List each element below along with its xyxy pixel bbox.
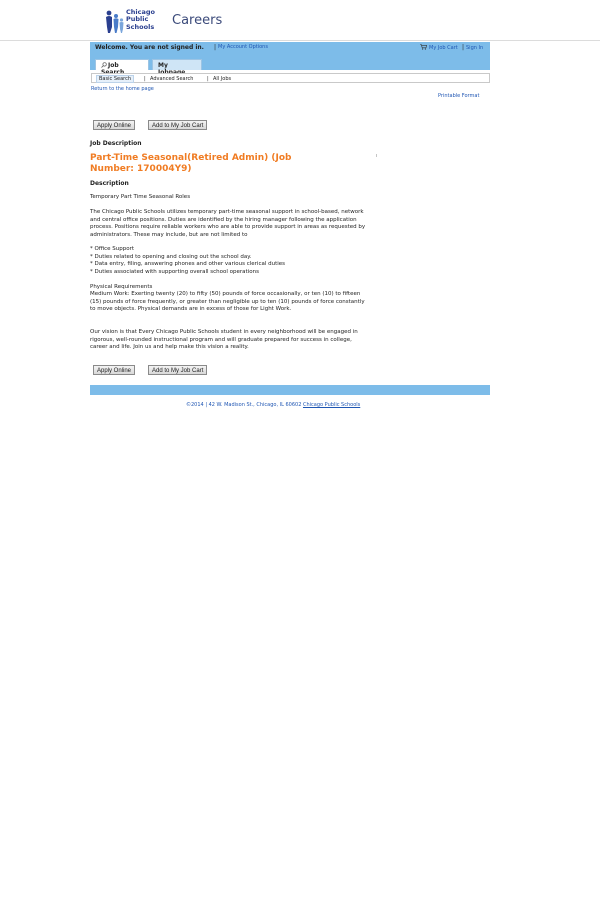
tab-label: My	[158, 62, 168, 69]
job-description-heading: Job Description	[90, 140, 142, 147]
add-to-cart-button[interactable]: Add to My Job Cart	[148, 365, 207, 375]
family-silhouette-icon	[104, 7, 126, 34]
list-item: * Duties associated with supporting overall school operations	[90, 268, 259, 275]
printable-format-link[interactable]: Printable Format	[438, 93, 480, 99]
job-title: Part-Time Seasonal(Retired Admin) (Job Number: 170004Y9)	[90, 153, 292, 174]
divider: |	[462, 44, 465, 51]
top-nav-bar	[90, 42, 490, 70]
welcome-text: Welcome. You are not signed in.	[95, 44, 204, 51]
footer-cps-link[interactable]: Chicago Public Schools	[302, 402, 361, 408]
tab-label: Job	[108, 62, 119, 69]
divider: |	[144, 76, 146, 82]
job-cart-link[interactable]: My Job Cart	[429, 45, 458, 51]
sign-in-link[interactable]: Sign In	[466, 45, 484, 51]
logo-text: Chicago Public Schools	[126, 8, 155, 31]
subnav-all-jobs[interactable]: All Jobs	[213, 76, 232, 82]
description-heading: Description	[90, 180, 129, 187]
page-title: Careers	[172, 13, 223, 28]
tab-job-search[interactable]	[95, 59, 149, 70]
return-home-link[interactable]: Return to the home page	[91, 86, 154, 92]
search-subnav	[91, 73, 490, 83]
add-to-cart-button[interactable]: Add to My Job Cart	[148, 120, 207, 130]
tab-my-jobpage[interactable]	[152, 59, 202, 70]
apply-online-button[interactable]: Apply Online	[93, 120, 135, 130]
list-item: * Duties related to opening and closing out the school day.	[90, 253, 252, 260]
duties-list	[90, 246, 370, 276]
apply-online-button[interactable]: Apply Online	[93, 365, 135, 375]
physical-requirements-text: Medium Work: Exerting twenty (20) to fifty (50) pounds of force occasionally, or ten (10) to fifteen (15) pounds of force frequently, or greater than negligible up to ten (10) pounds of force constantly to move objects. Physical demands are in excess of those for Light Work.	[90, 291, 365, 312]
cps-logo[interactable]	[104, 7, 160, 34]
description-intro: The Chicago Public Schools utilizes temporary part-time seasonal support in school-based, network and central office positions. Duties are identified by the hiring manager following the application process. Positions require reliable workers who are able to provide support in areas as requested by administrators. These may include, but are not limited to	[90, 209, 366, 238]
footer-address: ©2014 | 42 W. Madison St., Chicago, IL 60602	[186, 402, 302, 408]
divider: |	[207, 76, 209, 82]
footer	[186, 402, 360, 408]
subnav-basic-search[interactable]: Basic Search	[96, 75, 134, 83]
physical-requirements-heading: Physical Requirements	[90, 284, 153, 290]
list-item: * Data entry, filing, answering phones and other various clerical duties	[90, 261, 286, 267]
divider	[376, 154, 377, 157]
list-item: * Office Support	[90, 246, 135, 252]
subnav-advanced-search[interactable]: Advanced Search	[150, 76, 194, 82]
page-header	[0, 0, 600, 41]
divider: |	[214, 44, 217, 51]
account-options-link[interactable]: My Account Options	[218, 44, 268, 50]
role-line: Temporary Part Time Seasonal Roles	[90, 194, 191, 200]
vision-statement: Our vision is that Every Chicago Public Schools student in every neighborhood will be engaged in rigorous, well-rounded instructional program and will graduate prepared for success in college, career and life. Join us and help make this vision a reality.	[90, 329, 358, 350]
cart-icon[interactable]	[420, 44, 427, 50]
search-icon	[101, 62, 107, 68]
footer-bar	[90, 385, 490, 395]
